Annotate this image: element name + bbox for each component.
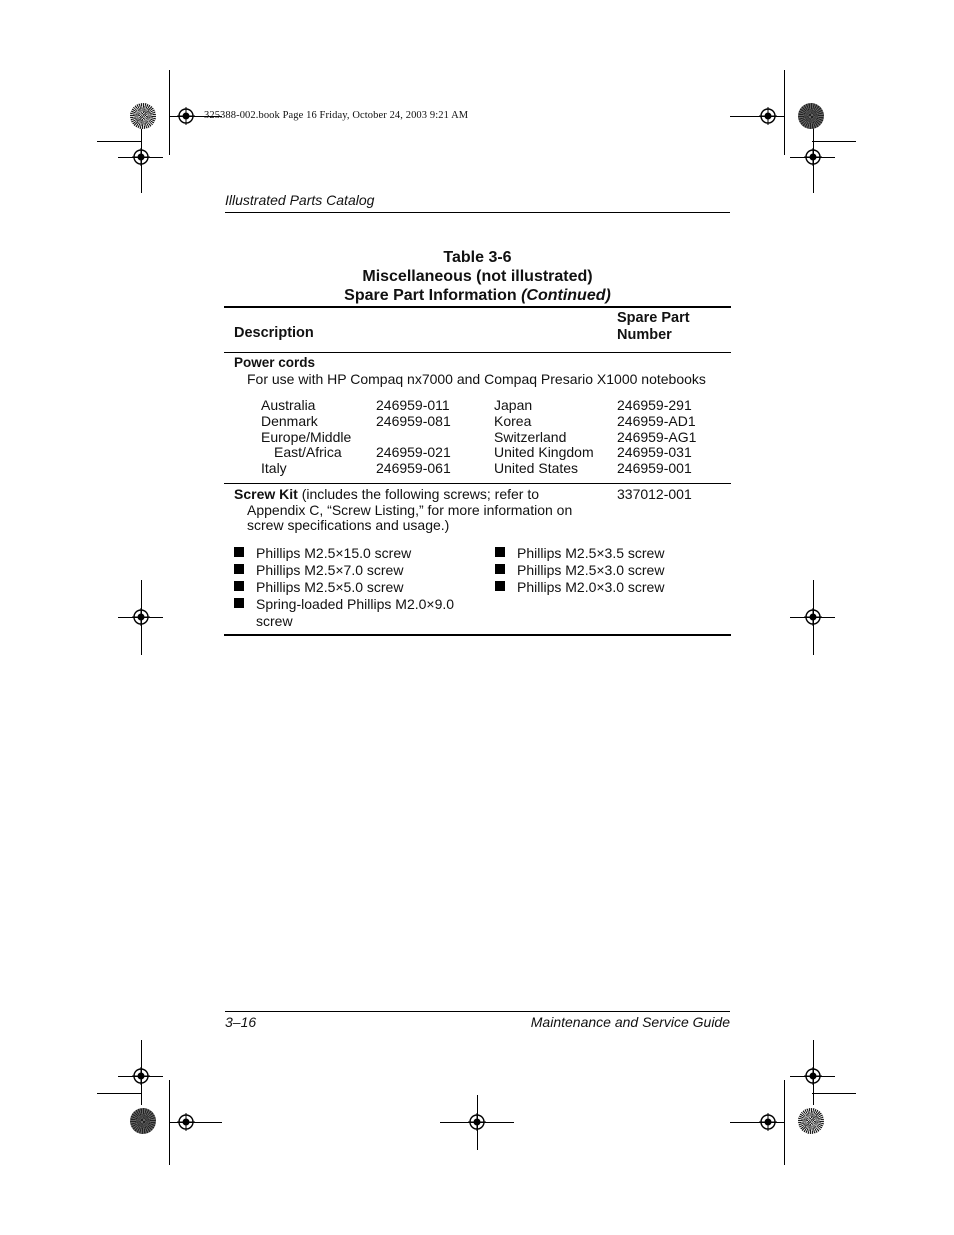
screw-list-item-continuation: screw	[256, 613, 293, 629]
country-name: Korea	[494, 413, 532, 429]
country-name: East/Africa	[274, 444, 342, 460]
country-name: United States	[494, 460, 579, 476]
starburst-mark-icon	[798, 1108, 824, 1134]
screw-kit-description-line: screw specifications and usage.)	[247, 517, 450, 533]
bullet-icon	[234, 547, 244, 557]
table-subtitle: Spare Part Information (Continued)	[344, 287, 611, 304]
screw-kit-description: Screw Kit (includes the following screws; refer to	[234, 486, 540, 502]
part-number: 246959-061	[376, 460, 451, 476]
screw-list-item: Phillips M2.5×3.0 screw	[517, 562, 665, 578]
screw-list-item: Spring-loaded Phillips M2.0×9.0	[256, 596, 455, 612]
registration-target-icon	[759, 1113, 777, 1131]
country-name: Switzerland	[494, 429, 567, 445]
country-name: Europe/Middle	[261, 429, 352, 445]
column-header-description: Description	[234, 325, 314, 341]
registration-target-icon	[177, 1113, 195, 1131]
screw-list-item: Phillips M2.5×5.0 screw	[256, 579, 404, 595]
section-divider	[224, 483, 731, 484]
screw-list-item: Phillips M2.0×3.0 screw	[517, 579, 665, 595]
starburst-mark-icon	[798, 103, 824, 129]
registration-target-icon	[759, 107, 777, 125]
column-header-spare-part-number: Spare Part Number	[617, 310, 690, 343]
registration-target-icon	[804, 608, 822, 626]
power-cords-subtitle: For use with HP Compaq nx7000 and Compaq Presario X1000 notebooks	[247, 371, 706, 387]
screw-list-item: Phillips M2.5×3.5 screw	[517, 545, 665, 561]
bullet-icon	[234, 564, 244, 574]
country-name: Australia	[261, 397, 316, 413]
continued-label: (Continued)	[521, 287, 611, 304]
bullet-icon	[234, 598, 244, 608]
footer-divider	[225, 1011, 730, 1012]
country-name: Italy	[261, 460, 287, 476]
bullet-icon	[495, 547, 505, 557]
registration-target-icon	[132, 1067, 150, 1085]
country-name: Denmark	[261, 413, 318, 429]
screw-kit-name: Screw Kit	[234, 486, 298, 502]
table-bottom-rule	[224, 634, 731, 636]
part-number: 246959-031	[617, 444, 692, 460]
page-number: 3–16	[225, 1014, 257, 1030]
registration-target-icon	[468, 1113, 486, 1131]
part-number: 246959-AD1	[617, 413, 696, 429]
book-info-slug: 325388-002.book Page 16 Friday, October 24, 2003 9:21 AM	[204, 110, 469, 121]
registration-target-icon	[177, 107, 195, 125]
part-number: 246959-081	[376, 413, 451, 429]
country-name: United Kingdom	[494, 444, 594, 460]
header-bottom-rule	[224, 352, 731, 353]
table-name: Miscellaneous (not illustrated)	[362, 268, 593, 285]
screw-list-item: Phillips M2.5×7.0 screw	[256, 562, 404, 578]
screw-kit-description-line: Appendix C, “Screw Listing,” for more information on	[247, 502, 573, 518]
starburst-mark-icon	[130, 103, 156, 129]
power-cords-heading: Power cords	[234, 355, 316, 370]
registration-target-icon	[132, 148, 150, 166]
starburst-mark-icon	[130, 1108, 156, 1134]
registration-target-icon	[804, 1067, 822, 1085]
part-number: 246959-AG1	[617, 429, 697, 445]
guide-title: Maintenance and Service Guide	[530, 1014, 730, 1030]
screw-list-item: Phillips M2.5×15.0 screw	[256, 545, 412, 561]
bullet-icon	[495, 564, 505, 574]
running-head: Illustrated Parts Catalog	[225, 192, 375, 208]
table-title	[224, 248, 731, 305]
header-divider	[225, 212, 730, 213]
table-top-rule	[224, 306, 731, 308]
bullet-icon	[495, 581, 505, 591]
country-name: Japan	[494, 397, 533, 413]
part-number: 246959-291	[617, 397, 692, 413]
registration-target-icon	[804, 148, 822, 166]
part-number: 246959-001	[617, 460, 692, 476]
screw-kit-part-number: 337012-001	[617, 486, 692, 502]
part-number: 246959-021	[376, 444, 451, 460]
table-number: Table 3-6	[443, 249, 512, 266]
registration-target-icon	[132, 608, 150, 626]
part-number: 246959-011	[376, 397, 450, 413]
bullet-icon	[234, 581, 244, 591]
